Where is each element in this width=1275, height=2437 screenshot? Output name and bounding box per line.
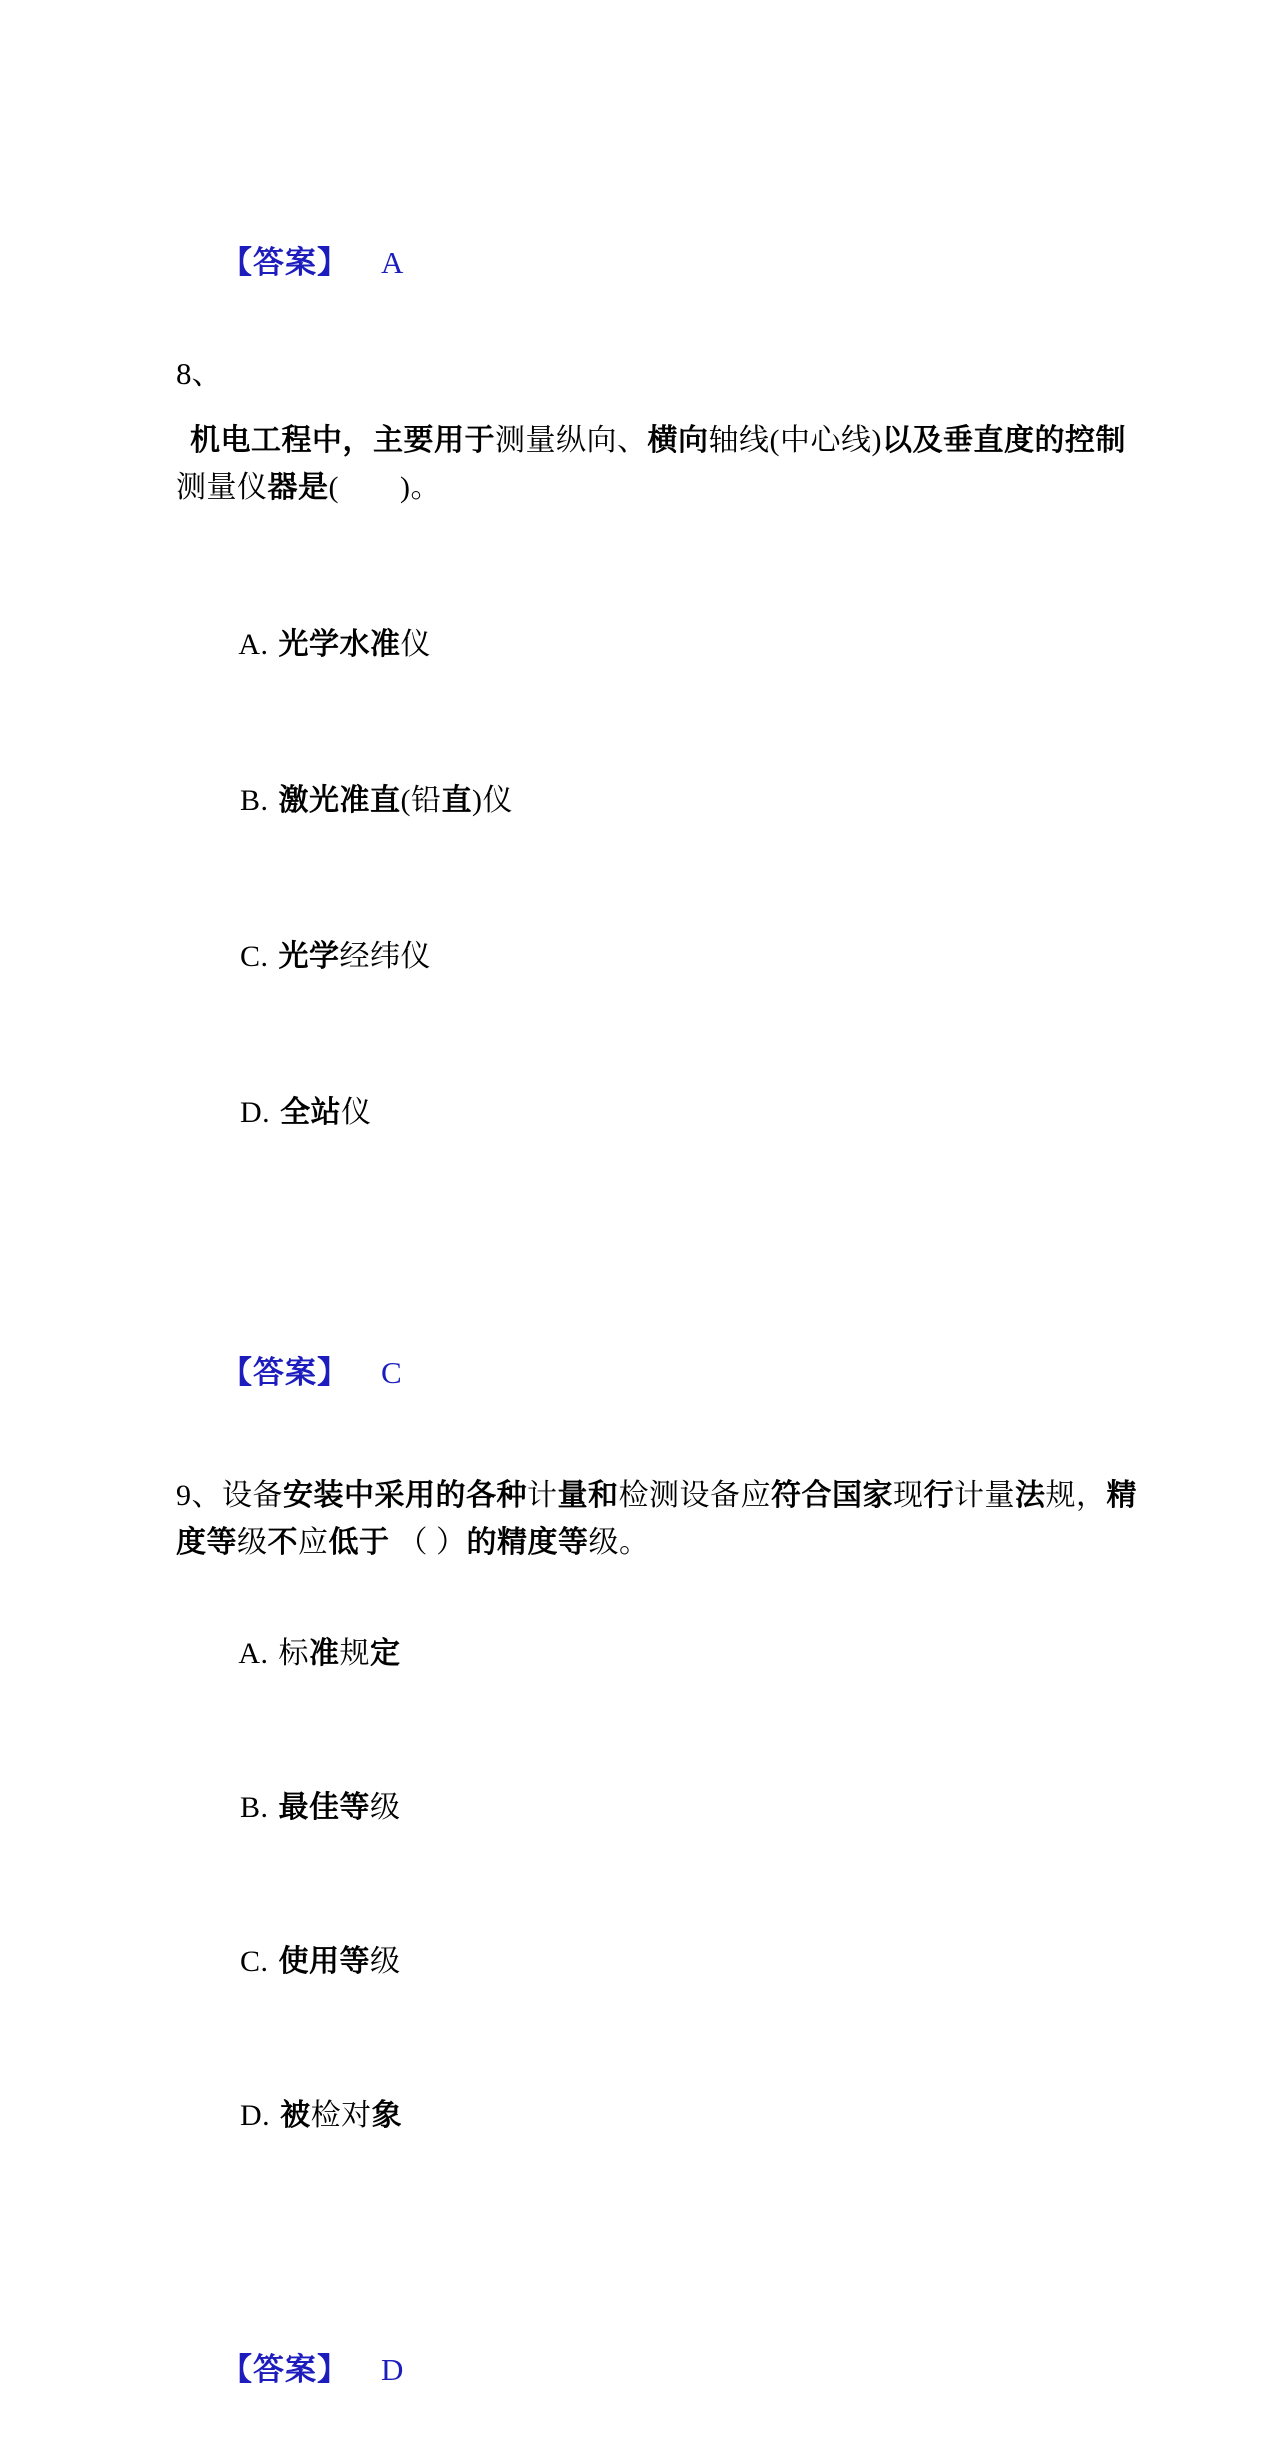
option-text: 光学水准仪 [278,628,432,661]
question-8-option-d [176,1047,1105,1179]
answer-value: C [381,1355,402,1390]
question-9-option-d [176,2050,1105,2182]
answer-value: D [381,2352,404,2387]
option-text: 全站仪 [280,1096,372,1129]
question-9-text-line-1: 9、设备安装中采用的各种计量和检测设备应符合国家现行计量法规，精 [176,1479,1137,1512]
answer-block-question-9 [176,2304,1105,2437]
answer-block-question-8 [176,1307,1105,1440]
option-text: 被检对象 [280,2099,403,2132]
option-text: 标准规定 [278,1637,401,1670]
option-letter: D. [240,1096,271,1129]
question-8-number: 8、 [176,356,223,391]
answer-label: 【答案】 [221,2352,349,2387]
option-text: 最佳等级 [278,1791,401,1824]
answer-block-previous-question [176,197,1105,330]
option-letter: A. [238,628,269,661]
question-8-options [176,579,1105,1179]
option-text: 光学经纬仪 [278,940,432,973]
answer-value: A [381,245,404,280]
question-9-text-line-2: 度等级不应低于 （ ）的精度等级。 [176,1526,650,1559]
option-letter: B. [240,1791,269,1824]
question-8-option-a [176,579,1105,711]
question-9-option-b [176,1742,1105,1874]
option-letter: B. [240,784,269,817]
question-8-option-b [176,735,1105,867]
answer-label: 【答案】 [221,245,349,280]
option-letter: C. [240,1945,269,1978]
question-9-options [176,1588,1105,2182]
question-8-text-line-1: 机电工程中，主要用于测量纵向、横向轴线(中心线)以及垂直度的控制 [190,424,1126,457]
question-9-option-c [176,1896,1105,2028]
question-9-option-a [176,1588,1105,1720]
option-letter: C. [240,940,269,973]
answer-label: 【答案】 [221,1355,349,1390]
option-text: 使用等级 [278,1945,401,1978]
question-8-option-c [176,891,1105,1023]
option-text: 激光准直(铅直)仪 [278,784,514,817]
question-8-text-line-2: 测量仪器是( )。 [176,471,441,504]
option-letter: A. [238,1637,269,1670]
option-letter: D. [240,2099,271,2132]
